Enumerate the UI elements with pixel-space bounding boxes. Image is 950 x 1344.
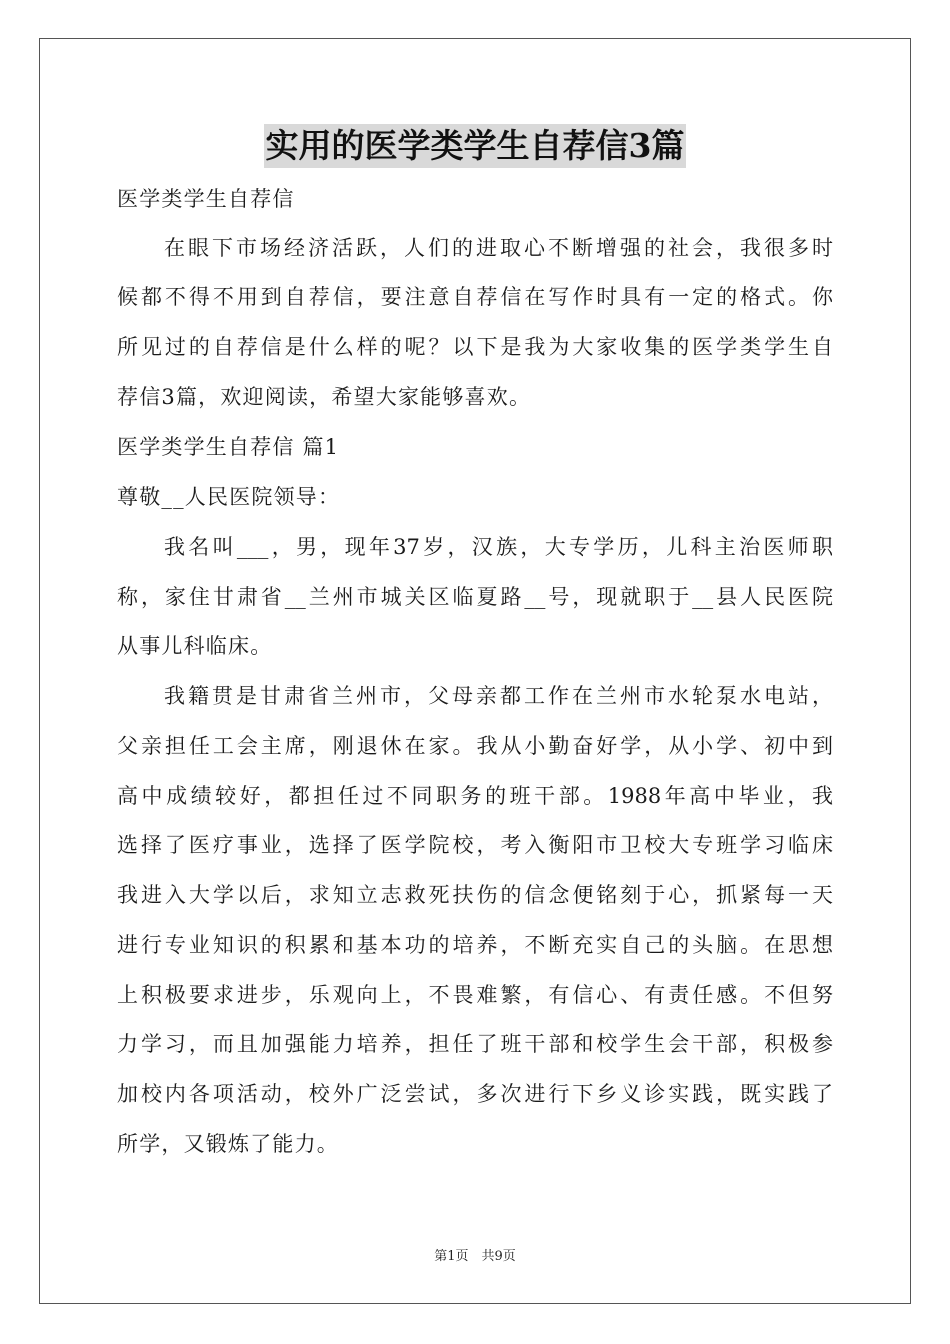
salutation: 尊敬__人民医院领导： xyxy=(117,485,341,509)
text-line: 加校内各项活动，校外广泛尝试，多次进行下乡义诊实践，既实践了 xyxy=(117,1082,833,1106)
document-title: 实用的医学类学生自荐信3篇 xyxy=(264,124,687,168)
text-line: 在眼下市场经济活跃，人们的进取心不断增强的社会，我很多时 xyxy=(164,236,833,260)
text-line: 称，家住甘肃省__兰州市城关区临夏路__号，现就职于__县人民医院 xyxy=(117,585,833,609)
text-line: 进行专业知识的积累和基本功的培养，不断充实自己的头脑。在思想 xyxy=(117,933,833,957)
text-line: 我籍贯是甘肃省兰州市，父母亲都工作在兰州市水轮泵水电站， xyxy=(164,684,833,708)
text-line: 我进入大学以后，求知立志救死扶伤的信念便铭刻于心，抓紧每一天 xyxy=(117,883,833,907)
page-border xyxy=(39,38,911,1304)
section-heading: 医学类学生自荐信 篇1 xyxy=(117,435,340,459)
text-line: 所学，又锻炼了能力。 xyxy=(117,1132,339,1156)
text-line: 父亲担任工会主席，刚退休在家。我从小勤奋好学，从小学、初中到 xyxy=(117,734,833,758)
title-container xyxy=(0,124,950,168)
text-line: 高中成绩较好，都担任过不同职务的班干部。1988年高中毕业，我 xyxy=(117,784,833,808)
text-line: 选择了医疗事业，选择了医学院校，考入衡阳市卫校大专班学习临床 xyxy=(117,833,833,857)
text-line: 从事儿科临床。 xyxy=(117,634,273,658)
text-line: 所见过的自荐信是什么样的呢？以下是我为大家收集的医学类学生自 xyxy=(117,335,833,359)
page-number: 第1页 共9页 xyxy=(434,1249,516,1264)
text-line: 力学习，而且加强能力培养，担任了班干部和校学生会干部，积极参 xyxy=(117,1032,833,1056)
text-line: 候都不得不用到自荐信，要注意自荐信在写作时具有一定的格式。你 xyxy=(117,285,833,309)
section-heading: 医学类学生自荐信 xyxy=(117,187,295,211)
text-line: 上积极要求进步，乐观向上，不畏难繁，有信心、有责任感。不但努 xyxy=(117,983,833,1007)
text-line: 荐信3篇，欢迎阅读，希望大家能够喜欢。 xyxy=(117,385,532,409)
text-line: 我名叫___，男，现年37岁，汉族，大专学历，儿科主治医师职 xyxy=(164,535,833,559)
